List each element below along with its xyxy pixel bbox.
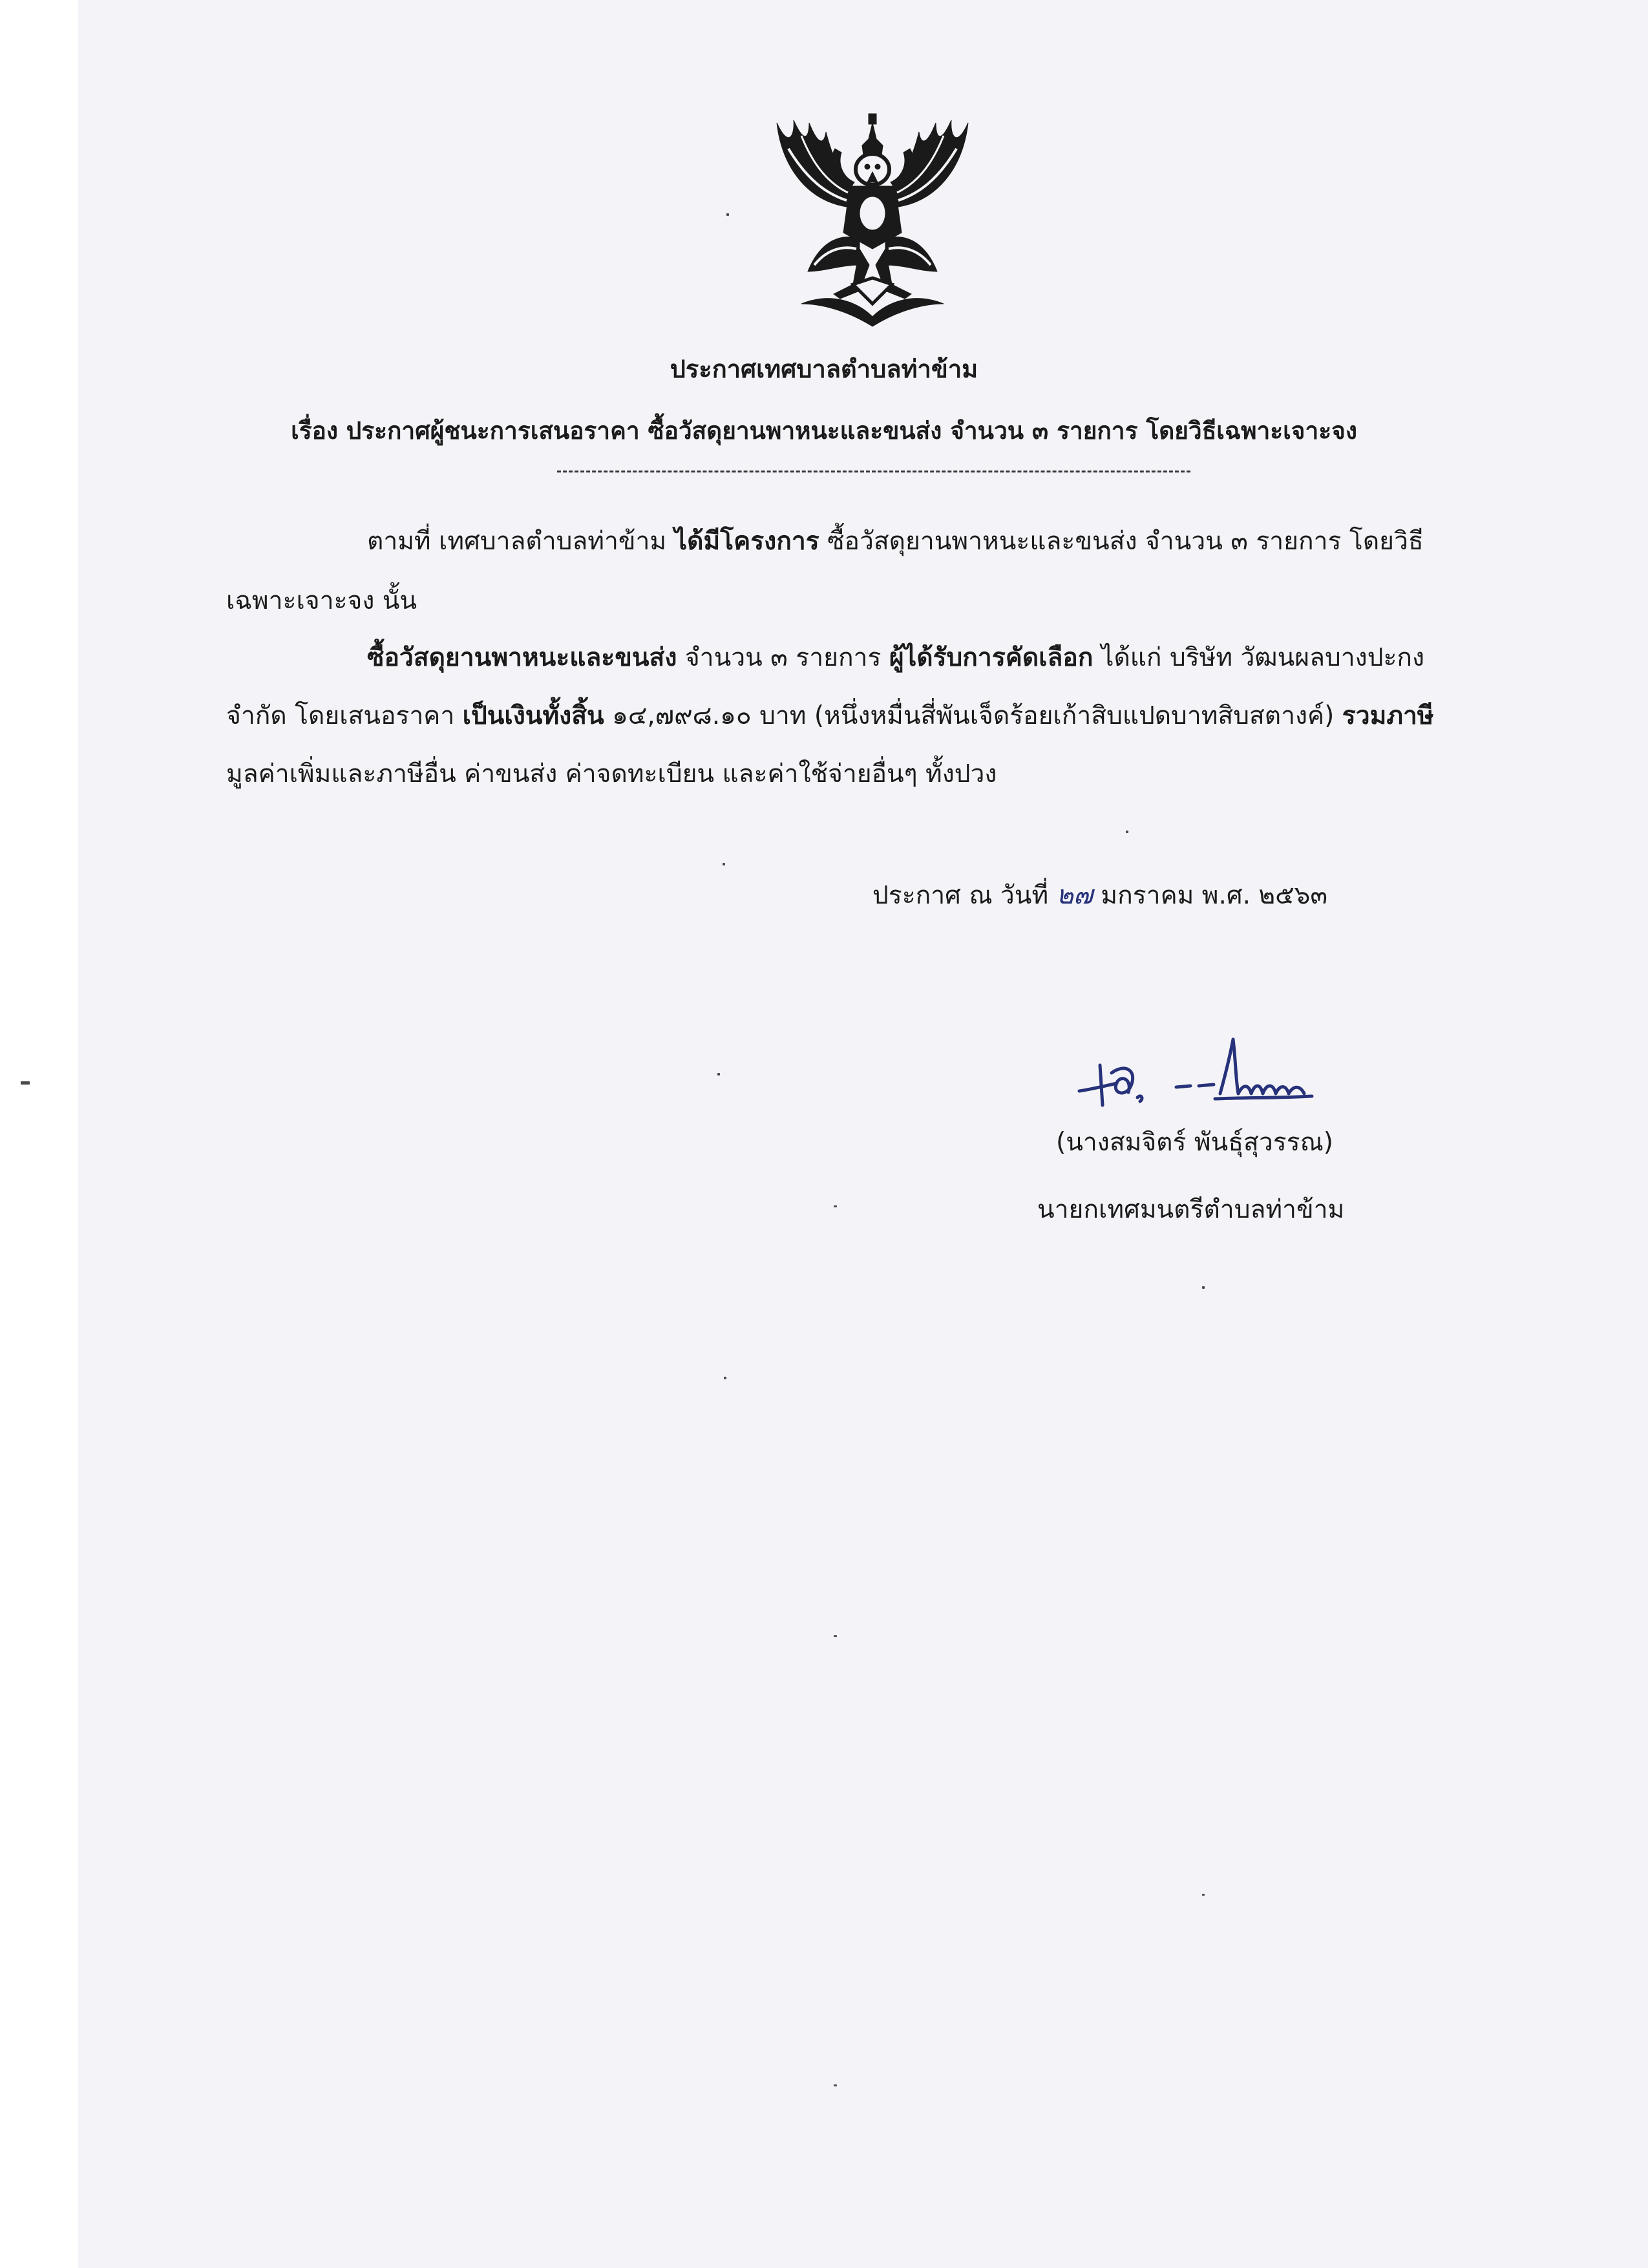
document-subject: เรื่อง ประกาศผู้ชนะการเสนอราคา ซื้อวัสดุยานพาหนะและขนส่ง จำนวน ๓ รายการ โดยวิธีเฉพาะเจาะจง [291, 417, 1357, 445]
scan-speck [717, 1073, 720, 1076]
p1-intro: ตามที่ เทศบาลตำบลท่าข้าม [367, 527, 675, 556]
p2-rest: ได้แก่ บริษัท วัฒนผลบางปะกง [1093, 643, 1425, 672]
date-day-handwritten: ๒๗ [1056, 880, 1093, 910]
scan-speck [1126, 831, 1128, 833]
scan-speck [723, 863, 725, 865]
document-page [78, 0, 1648, 2268]
scan-speck [1202, 1894, 1205, 1896]
scan-speck [1202, 1286, 1205, 1289]
scan-speck [834, 1635, 837, 1637]
scan-speck [834, 2084, 837, 2086]
date-prefix: ประกาศ ณ วันที่ [872, 881, 1057, 910]
scan-left-margin [0, 0, 78, 2268]
p2-line2-a: จำกัด โดยเสนอราคา [226, 701, 463, 730]
scan-speck [834, 1205, 837, 1207]
scan-speck [21, 1081, 30, 1085]
signatory-name: (นางสมจิตร์ พันธุ์สุวรรณ) [1056, 1128, 1334, 1157]
p2-mid: จำนวน ๓ รายการ [677, 643, 889, 672]
date-suffix: มกราคม พ.ศ. ๒๕๖๓ [1093, 881, 1328, 910]
p2-line2-b: ๑๔,๗๙๘.๑๐ บาท (หนึ่งหมื่นสี่พันเจ็ดร้อยเก้าสิบแปดบาทสิบสตางค์) [604, 701, 1342, 730]
handwritten-signature-icon [1066, 1034, 1351, 1118]
p2-bold: ซื้อวัสดุยานพาหนะและขนส่ง [367, 643, 677, 672]
p1-rest: ซื้อวัสดุยานพาหนะและขนส่ง จำนวน ๓ รายการ โดยวิธี [819, 527, 1424, 556]
paragraph-1-line-1 [367, 529, 1424, 554]
p1-bold: ได้มีโครงการ [674, 527, 819, 556]
paragraph-2-line-2 [226, 703, 1434, 728]
paragraph-1-line-2: เฉพาะเจาะจง นั้น [226, 586, 417, 615]
scan-speck [726, 213, 729, 216]
paragraph-2-line-3: มูลค่าเพิ่มและภาษีอื่น ค่าขนส่ง ค่าจดทะเบียน และค่าใช้จ่ายอื่นๆ ทั้งปวง [226, 759, 997, 789]
paragraph-2-line-1 [367, 645, 1424, 670]
document-title: ประกาศเทศบาลตำบลท่าข้าม [670, 355, 978, 383]
scan-speck [724, 1377, 726, 1379]
announcement-date [872, 882, 1327, 908]
p2-line2-bold: เป็นเงินทั้งสิ้น [462, 701, 604, 730]
p2-bold-2: ผู้ได้รับการคัดเลือก [889, 643, 1093, 672]
p2-line2-bold-2: รวมภาษี [1342, 701, 1434, 730]
garuda-emblem-icon [763, 110, 982, 330]
signatory-position: นายกเทศมนตรีตำบลท่าข้าม [1037, 1195, 1345, 1224]
title-divider [557, 471, 1190, 472]
